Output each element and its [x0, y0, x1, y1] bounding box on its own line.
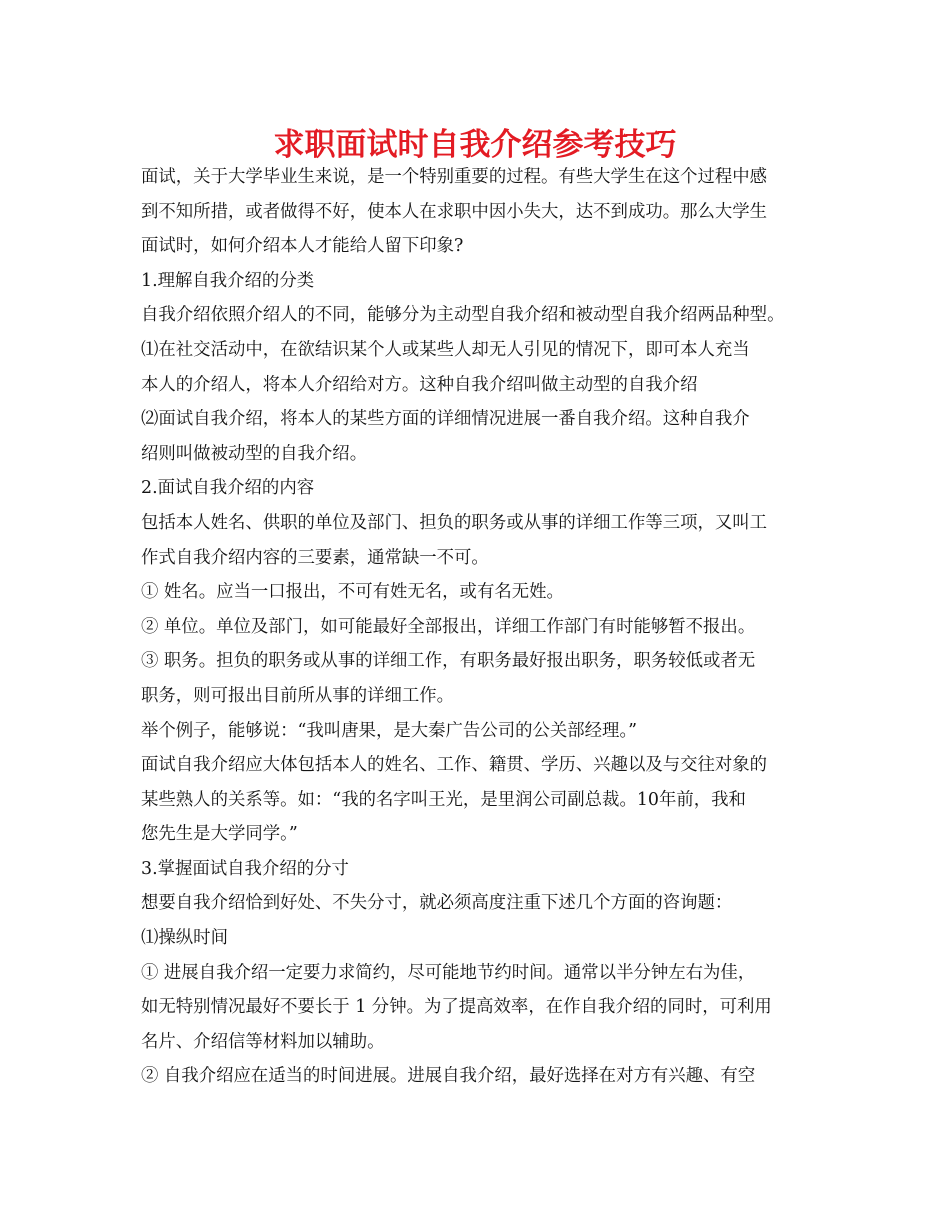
body-line: ③ 职务。担负的职务或从事的详细工作，有职务最好报出职务，职务较低或者无: [141, 651, 756, 672]
body-line: ② 单位。单位及部门，如可能最好全部报出，详细工作部门有时能够暂不报出。: [141, 616, 756, 637]
body-line: 职务，则可报出目前所从事的详细工作。: [141, 685, 455, 706]
body-line: 面试自我介绍应大体包括本人的姓名、工作、籍贯、学历、兴趣以及与交往对象的: [141, 755, 768, 776]
body-line: 作式自我介绍内容的三要素，通常缺一不可。: [141, 547, 489, 568]
body-line: 面试，关于大学毕业生来说，是一个特别重要的过程。有些大学生在这个过程中感: [141, 167, 768, 187]
body-line: 绍则叫做被动型的自我介绍。: [141, 443, 368, 464]
body-line: 面试时，如何介绍本人才能给人留下印象?: [141, 236, 464, 257]
body-line: 3.掌握面试自我介绍的分寸: [141, 858, 349, 879]
body-line: 到不知所措，或者做得不好，使本人在求职中因小失大，达不到成功。那么大学生: [141, 201, 768, 222]
body-line: 想要自我介绍恰到好处、不失分寸，就必须高度注重下述几个方面的咨询题：: [141, 893, 733, 914]
body-line: 名片、介绍信等材料加以辅助。: [141, 1031, 385, 1052]
body-line: 举个例子，能够说：“我叫唐果，是大秦广告公司的公关部经理。”: [141, 720, 638, 741]
body-line: 您先生是大学同学。”: [141, 824, 298, 845]
body-line: 如无特别情况最好不要长于 1 分钟。为了提高效率，在作自我介绍的同时，可利用: [141, 997, 772, 1018]
document-body: [141, 160, 821, 1094]
body-line: ⑴操纵时间: [141, 928, 228, 949]
body-line: 自我介绍依照介绍人的不同，能够分为主动型自我介绍和被动型自我介绍两品种型。: [141, 305, 785, 326]
body-line: ② 自我介绍应在适当的时间进展。进展自我介绍，最好选择在对方有兴趣、有空: [141, 1066, 756, 1087]
body-line: ⑵面试自我介绍，将本人的某些方面的详细情况进展一番自我介绍。这种自我介: [141, 409, 750, 430]
body-line: 某些熟人的关系等。如：“我的名字叫王光，是里润公司副总裁。10年前，我和: [141, 789, 746, 810]
body-line: 2.面试自我介绍的内容: [141, 478, 315, 499]
body-line: ① 进展自我介绍一定要力求简约，尽可能地节约时间。通常以半分钟左右为佳，: [141, 962, 756, 983]
body-line: ① 姓名。应当一口报出，不可有姓无名，或有名无姓。: [141, 582, 564, 603]
body-line: 包括本人姓名、供职的单位及部门、担负的职务或从事的详细工作等三项，又叫工: [141, 512, 768, 533]
body-line: 本人的介绍人，将本人介绍给对方。这种自我介绍叫做主动型的自我介绍: [141, 374, 698, 395]
document-title: 求职面试时自我介绍参考技巧: [273, 127, 677, 163]
body-line: ⑴在社交活动中，在欲结识某个人或某些人却无人引见的情况下，即可本人充当: [141, 339, 750, 360]
body-line: 1.理解自我介绍的分类: [141, 270, 315, 291]
